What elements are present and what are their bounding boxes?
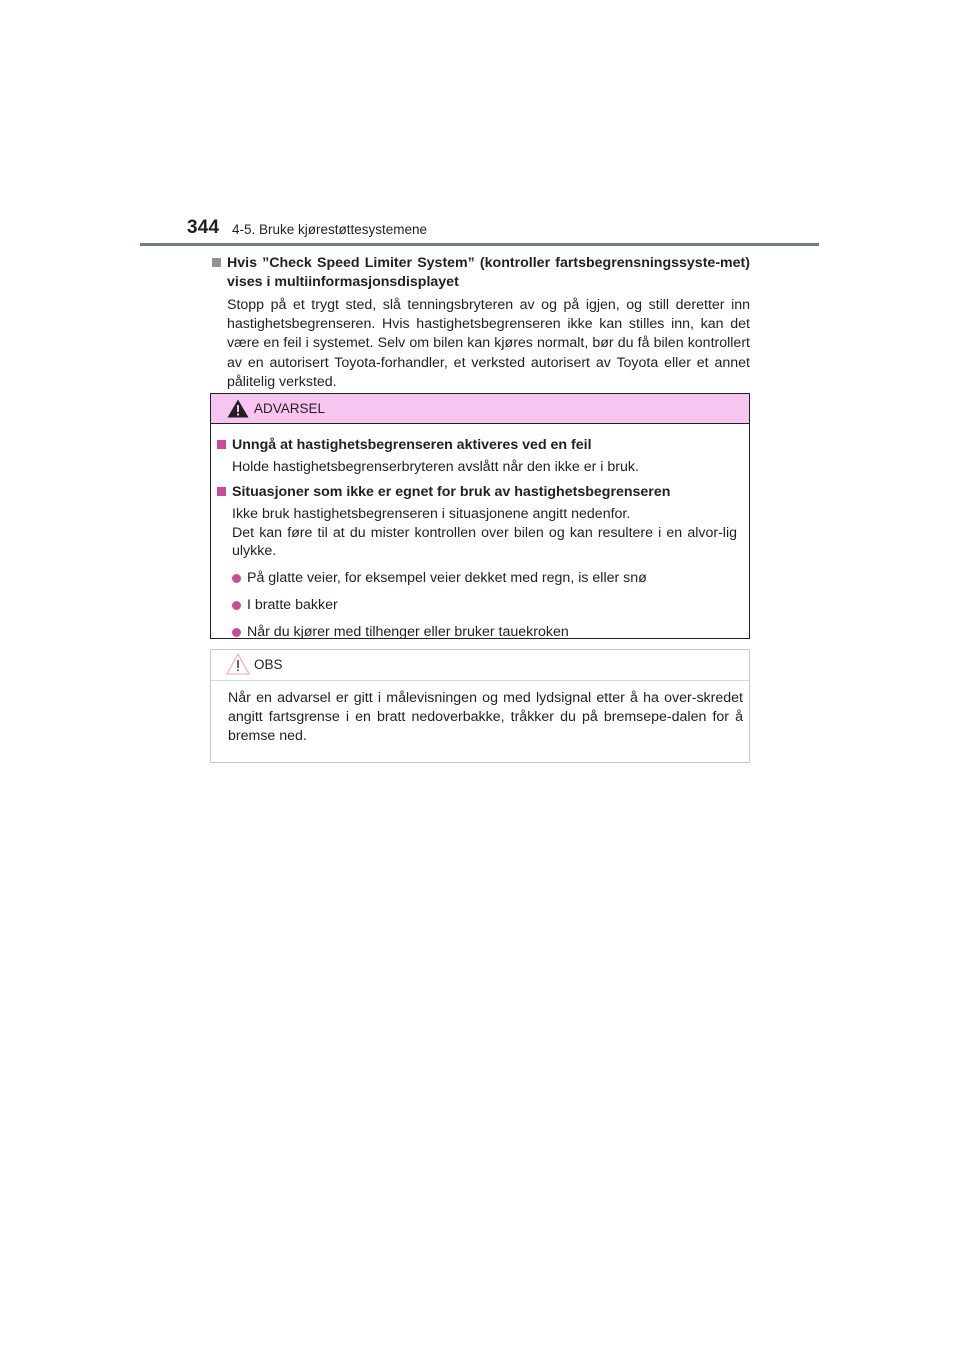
list-item: Når du kjører med tilhenger eller bruker tauekroken <box>215 623 737 642</box>
warning-title: ADVARSEL <box>254 401 326 416</box>
section-heading <box>210 254 750 292</box>
list-item: På glatte veier, for eksempel veier dekket med regn, is eller snø <box>215 569 737 588</box>
square-bullet-icon <box>217 487 226 496</box>
chapter-title: 4-5. Bruke kjørestøttesystemene <box>232 222 428 237</box>
note-title: OBS <box>254 657 283 672</box>
warning-triangle-icon <box>227 399 249 418</box>
warning-bullet-list <box>215 569 737 641</box>
square-bullet-icon <box>212 258 221 267</box>
note-body: Når en advarsel er gitt i målevisningen og med lydsignal etter å ha over-skredet angitt fartsgrense i en bratt nedoverbakke, tråkker du på bremsepe-dalen for å bremse ned. <box>228 690 743 745</box>
warning-header <box>211 394 749 424</box>
circle-bullet-icon <box>232 628 241 637</box>
warning-box <box>210 393 750 639</box>
warning-item-heading: Unngå at hastighetsbegrenseren aktiveres ved en feil <box>215 436 737 455</box>
square-bullet-icon <box>217 440 226 449</box>
caution-triangle-icon <box>226 653 250 675</box>
note-box <box>210 649 750 763</box>
warning-item-body: Holde hastighetsbegrenserbryteren avslått når den ikke er i bruk. <box>232 459 639 475</box>
circle-bullet-icon <box>232 574 241 583</box>
list-item: I bratte bakker <box>215 596 737 615</box>
info-section <box>210 254 750 392</box>
warning-item-body: Ikke bruk hastighetsbegrenseren i situasjonene angitt nedenfor. Det kan føre til at du mister kontrollen over bilen og kan resultere i en alvor-lig ulykke. <box>232 505 737 560</box>
page-number: 344 <box>187 217 220 238</box>
warning-content <box>211 424 749 642</box>
section-body: Stopp på et trygt sted, slå tenningsbryteren av og på igjen, og still deretter inn hastighetsbegrenseren. Hvis hastighetsbegrenseren ikke kan stilles inn, kan det være en feil i systemet. Selv om bilen kan kjøres normalt, bør du få bilen kontrollert av en autorisert Toyota-forhandler, et verksted autorisert av Toyota eller et annet pålitelig verksted. <box>227 297 750 390</box>
section-heading-text: Hvis ”Check Speed Limiter System” (kontroller fartsbegrensningssyste-met) vises i multiinformasjonsdisplayet <box>227 255 750 290</box>
warning-item-heading: Situasjoner som ikke er egnet for bruk av hastighetsbegrenseren <box>215 483 737 502</box>
header-rule <box>140 243 819 246</box>
note-header <box>211 650 749 681</box>
circle-bullet-icon <box>232 601 241 610</box>
